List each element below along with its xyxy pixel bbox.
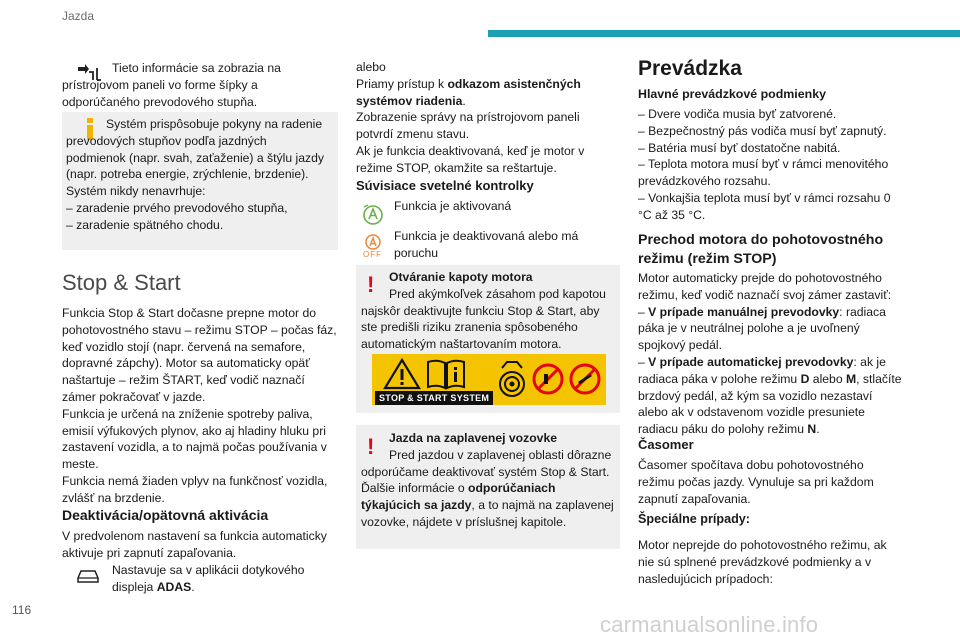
- header-accent-bar: [488, 30, 960, 37]
- condition-item: – Batéria musí byť dostatočne nabitá.: [638, 140, 841, 155]
- fan-belt-icon: [497, 358, 527, 400]
- warning-lamps-title: Súvisiace svetelné kontrolky: [356, 178, 534, 193]
- warning-flood-title: Jazda na zaplavenej vozovke: [389, 431, 557, 445]
- timer-title: Časomer: [638, 437, 694, 452]
- condition-item: – Vonkajšia teplota musí byť v rámci rozsahu 0 °C až 35 °C.: [638, 190, 891, 222]
- body-paragraph: Funkcia nemá žiaden vplyv na funkčnosť vozidla, zvlášť na brzdenie.: [62, 473, 328, 505]
- lamp-active-text: Funkcia je aktivovaná: [394, 199, 512, 213]
- lamp-off-label: OFF: [363, 250, 382, 259]
- body-paragraph: Funkcia Stop & Start dočasne prepne motor do pohotovostného stavu – režimu STOP – počas fáz, keď vozidlo stojí (napr. červená na semafore, dopravné zápchy). Motor sa automaticky opäť naštartuje – režim ŠTART, keď vodič naznačí zámer pokračovať v jazde.: [62, 306, 337, 404]
- warning-exclamation-icon: !: [367, 272, 375, 297]
- hazard-triangle-icon: [383, 358, 421, 390]
- stop-start-active-lamp-icon: [360, 202, 386, 228]
- standby-body: [638, 270, 902, 438]
- running-header: Jazda: [62, 9, 95, 23]
- manual-book-icon: [425, 358, 467, 390]
- alebo-text: alebo: [356, 60, 386, 74]
- section-title-operation: Prevádzka: [638, 57, 742, 80]
- column-2-top: [356, 59, 618, 177]
- sticker-label: STOP & START SYSTEM: [375, 391, 493, 405]
- body-paragraph: Funkcia je určená na zníženie spotreby paliva, emisií výfukových plynov, ako aj hladiny hluku pri zastavení vozidla, a to najmä počas používania v meste.: [62, 406, 327, 472]
- page-number: 116: [12, 603, 32, 617]
- automatic-gearbox-item: – V prípade automatickej prevodovky: ak je radiaca páka v polohe režimu D alebo M, stlačíte brzdový pedál, až kým sa vozidlo nezastaví alebo ak v odstavenom vozidle presuniete radiacu páku do polohy režimu N.: [638, 354, 902, 437]
- stop-mode-text: Ak je funkcia deaktivovaná, keď je motor v režime STOP, okamžite sa reštartuje.: [356, 143, 585, 175]
- info-box-line: – zaradenie spätného chodu.: [66, 217, 224, 232]
- warning-flood-text: Pred jazdou v zaplavenej oblasti dôrazne odporúčame deaktivovať systém Stop & Start. Ďalšie informácie o odporúčaniach týkajúcich sa jazdy, a to najmä na zaplavenej vozovke, nájdete v príslušnej kapitole.: [361, 447, 614, 529]
- condition-item: – Bezpečnostný pás vodiča musí byť zapnutý.: [638, 123, 887, 138]
- deactivation-icon-text: Nastavuje sa v aplikácii dotykového displeja ADAS.: [112, 563, 305, 594]
- timer-text: Časomer spočítava dobu pohotovostného režimu počas jazdy. Vynuluje sa pri každom zapnutí zapaľovania.: [638, 458, 874, 506]
- deactivation-text: V predvolenom nastavení sa funkcia automaticky aktivuje pri zapnutí zapaľovania.: [62, 529, 327, 560]
- section-title-stop-start: Stop & Start: [62, 270, 181, 295]
- gear-info-text: Tieto informácie sa zobrazia na prístrojovom paneli vo forme šípky a odporúčaného prevodového stupňa.: [62, 61, 281, 109]
- lamp-off-text: Funkcia je deaktivovaná alebo má poruchu: [394, 229, 579, 260]
- condition-item: – Teplota motora musí byť v rámci menovitého prevádzkového rozsahu.: [638, 157, 889, 189]
- warning-exclamation-icon: !: [367, 434, 375, 459]
- info-box-line: Systém nikdy nenavrhuje:: [66, 184, 206, 199]
- car-driving-aid-icon: [74, 566, 102, 586]
- adas-label: ADAS: [156, 579, 192, 594]
- special-cases-title: Špeciálne prípady:: [638, 512, 750, 526]
- no-touch-icon: [531, 362, 565, 396]
- condition-item: – Dvere vodiča musia byť zatvorené.: [638, 107, 837, 121]
- stop-start-body: [62, 305, 340, 507]
- warning-hood-content: [361, 269, 613, 353]
- info-box-line: – zaradenie prvého prevodového stupňa,: [66, 200, 288, 215]
- special-cases-text: Motor neprejde do pohotovostného režimu, ak nie sú splnené prevádzkové podmienky a v nasledujúcich prípadoch:: [638, 538, 887, 586]
- warning-hood-text: Pred akýmkoľvek zásahom pod kapotou najskôr deaktivujte funkciu Stop & Start, aby ste predišli riziku zranenia spôsobeného automatickým naštartovaním motora.: [361, 286, 606, 352]
- no-tools-icon: [568, 362, 602, 396]
- warning-flood-content: [361, 430, 615, 531]
- standby-intro: Motor automaticky prejde do pohotovostného režimu, keď vodič naznačí svoj zámer zastaviť:: [638, 271, 892, 302]
- conditions-list: [638, 106, 900, 224]
- main-conditions-title: Hlavné prevádzkové podmienky: [638, 87, 826, 101]
- warning-hood-title: Otváranie kapoty motora: [389, 270, 533, 284]
- message-text: Zobrazenie správy na prístrojovom paneli potvrdí zmenu stavu.: [356, 110, 580, 142]
- deactivation-title: Deaktivácia/opätovná aktivácia: [62, 507, 269, 523]
- info-box-para: Systém prispôsobuje pokyny na radenie prevodových stupňov podľa jazdných podmienok (napr. svah, zaťaženie) a štýlu jazdy (napr. potreba energie, zrýchlenie, brzdenie).: [66, 117, 324, 182]
- info-box-text: [66, 116, 328, 234]
- direct-access-text: Priamy prístup k odkazom asistenčných systémov riadenia.: [356, 76, 581, 108]
- manual-gearbox-item: – V prípade manuálnej prevodovky: radiaca páka je v neutrálnej polohe a je uvoľnený spojkový pedál.: [638, 304, 886, 353]
- watermark: carmanualsonline.info: [600, 612, 819, 637]
- standby-title: Prechod motora do pohotovostného režimu (režim STOP): [638, 232, 884, 267]
